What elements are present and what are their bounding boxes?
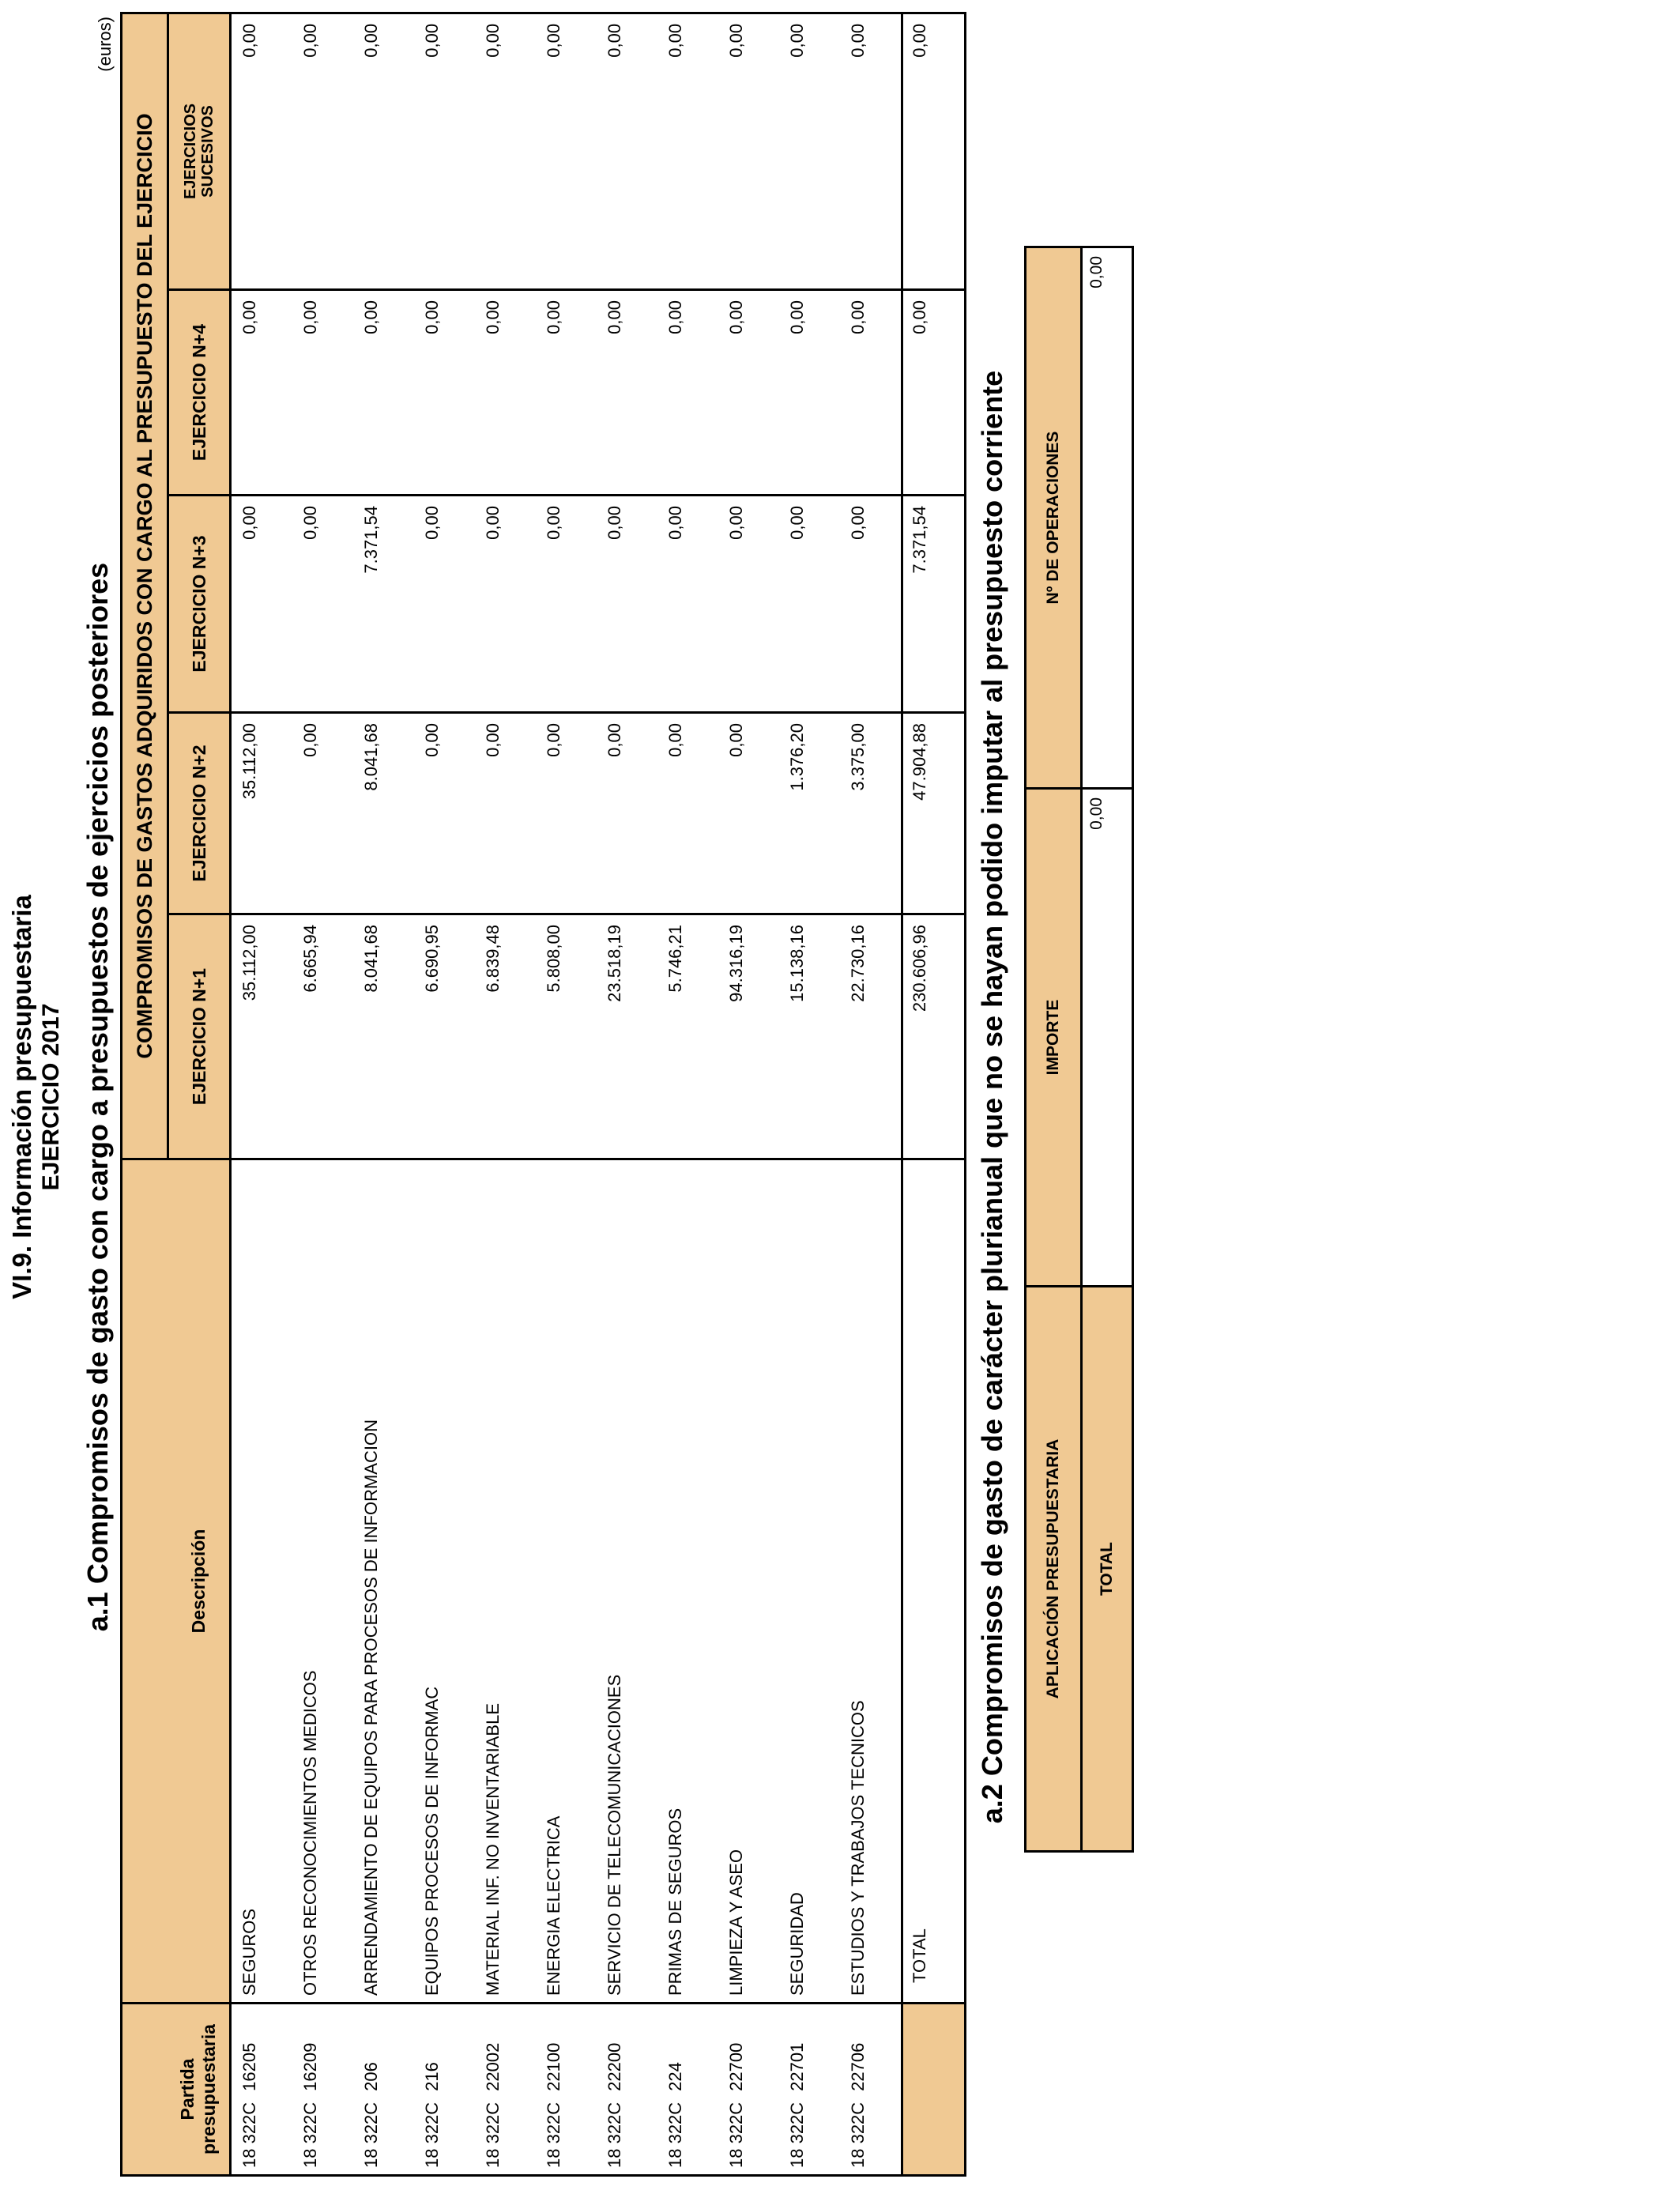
description-cell: SEGURIDAD (779, 1159, 840, 2004)
amount-n3-cell: 0,00 (414, 496, 475, 713)
col-header-partida: Partida presupuestaria (168, 2004, 231, 2176)
amount-suc-cell: 0,00 (414, 13, 475, 289)
partida-cell (779, 2004, 840, 2176)
partida-program: 18 322C (848, 2102, 868, 2168)
amount-n2-cell: 0,00 (536, 713, 597, 914)
description-cell: ARRENDAMIENTO DE EQUIPOS PARA PROCESOS DE INFORMACION (353, 1159, 414, 2004)
section-a1-title: a.1 Compromisos de gasto con cargo a presupuestos de ejercicios posteriores (81, 562, 114, 1632)
total-label: TOTAL (902, 1159, 966, 2004)
partida-cell (231, 2004, 293, 2176)
amount-n2-cell: 0,00 (414, 713, 475, 914)
amount-n3-cell: 0,00 (475, 496, 536, 713)
partida-cell (840, 2004, 902, 2176)
amount-n1-cell: 8.041,68 (353, 914, 414, 1159)
amount-n3-cell: 0,00 (597, 496, 657, 713)
description-cell: LIMPIEZA Y ASEO (718, 1159, 779, 2004)
amount-n3-cell: 0,00 (779, 496, 840, 713)
group-header: COMPROMISOS DE GASTOS ADQUIRIDOS CON CARGO AL PRESUPUESTO DEL EJERCICIO (122, 13, 168, 1159)
partida-cell (292, 2004, 353, 2176)
partida-program: 18 322C (483, 2102, 503, 2168)
amount-n2-cell: 3.375,00 (840, 713, 902, 914)
amount-n4-cell: 0,00 (353, 290, 414, 496)
amount-n4-cell: 0,00 (292, 290, 353, 496)
table-row (536, 13, 597, 2175)
col-header-n3: EJERCICIO N+3 (168, 496, 231, 713)
amount-n1-cell: 35.112,00 (231, 914, 293, 1159)
col-header-n1: EJERCICIO N+1 (168, 914, 231, 1159)
description-cell: ENERGIA ELECTRICA (536, 1159, 597, 2004)
amount-n1-cell: 23.518,19 (597, 914, 657, 1159)
amount-suc-cell: 0,00 (597, 13, 657, 289)
partida-cell (536, 2004, 597, 2176)
partida-code: 224 (665, 2062, 685, 2091)
amount-n2-cell: 0,00 (597, 713, 657, 914)
table-row (597, 13, 657, 2175)
amount-n4-cell: 0,00 (657, 290, 718, 496)
col-header-operaciones: Nº DE OPERACIONES (1026, 247, 1082, 789)
partida-code: 22700 (726, 2042, 746, 2091)
col-header-sucesivos (168, 13, 231, 289)
table-row (292, 13, 353, 2175)
partida-code: 22701 (787, 2042, 807, 2091)
amount-n2-cell: 8.041,68 (353, 713, 414, 914)
col-header-aplicacion: APLICACIÓN PRESUPUESTARIA (1026, 1287, 1082, 1852)
partida-code: 22706 (848, 2042, 868, 2091)
partida-cell (718, 2004, 779, 2176)
partida-cell (475, 2004, 536, 2176)
col-header-sucesivos-line1: EJERCICIOS (182, 103, 199, 200)
page-title: VI.9. Información presupuestaria (7, 895, 36, 1299)
description-cell: PRIMAS DE SEGUROS (657, 1159, 718, 2004)
a2-total-importe: 0,00 (1082, 789, 1133, 1287)
amount-n1-cell: 6.665,94 (292, 914, 353, 1159)
a2-total-operaciones: 0,00 (1082, 247, 1133, 789)
header-fill-desc (122, 1159, 168, 2004)
amount-suc-cell: 0,00 (840, 13, 902, 289)
partida-program: 18 322C (239, 2102, 259, 2168)
partida-program: 18 322C (300, 2102, 320, 2168)
partida-program: 18 322C (787, 2102, 807, 2168)
total-n3-cell: 7.371,54 (902, 496, 966, 713)
section-a2-title: a.2 Compromisos de gasto de carácter plurianual que no se hayan podido imputar al presupuesto corriente (976, 370, 1008, 1824)
amount-n2-cell: 0,00 (657, 713, 718, 914)
table-row (840, 13, 902, 2175)
table-row (779, 13, 840, 2175)
amount-n4-cell: 0,00 (231, 290, 293, 496)
amount-n1-cell: 6.839,48 (475, 914, 536, 1159)
table-row (657, 13, 718, 2175)
amount-suc-cell: 0,00 (779, 13, 840, 289)
description-cell: SERVICIO DE TELECOMUNICACIONES (597, 1159, 657, 2004)
amount-n2-cell: 0,00 (292, 713, 353, 914)
partida-program: 18 322C (605, 2102, 624, 2168)
amount-n4-cell: 0,00 (779, 290, 840, 496)
amount-n3-cell: 0,00 (840, 496, 902, 713)
total-suc-cell: 0,00 (902, 13, 966, 289)
page-subtitle: EJERCICIO 2017 (38, 1003, 64, 1191)
plurianual-table (1024, 246, 1134, 1853)
commitments-table (120, 12, 966, 2177)
description-cell: SEGUROS (231, 1159, 293, 2004)
col-header-n2: EJERCICIO N+2 (168, 713, 231, 914)
col-header-n4: EJERCICIO N+4 (168, 290, 231, 496)
col-header-sucesivos-line2: SUCESIVOS (199, 105, 217, 198)
total-n1-cell: 230.606,96 (902, 914, 966, 1159)
table-row (475, 13, 536, 2175)
table-row (353, 13, 414, 2175)
amount-suc-cell: 0,00 (475, 13, 536, 289)
amount-n2-cell: 0,00 (718, 713, 779, 914)
partida-program: 18 322C (422, 2102, 442, 2168)
partida-code: 22200 (605, 2042, 624, 2091)
partida-code: 206 (361, 2062, 381, 2091)
amount-n4-cell: 0,00 (597, 290, 657, 496)
amount-n1-cell: 5.808,00 (536, 914, 597, 1159)
description-cell: MATERIAL INF. NO INVENTARIABLE (475, 1159, 536, 2004)
total-fill-left (902, 2004, 966, 2176)
partida-code: 16209 (300, 2042, 320, 2091)
partida-code: 16205 (239, 2042, 259, 2091)
amount-suc-cell: 0,00 (657, 13, 718, 289)
amount-n1-cell: 22.730,16 (840, 914, 902, 1159)
partida-cell (353, 2004, 414, 2176)
description-cell: OTROS RECONOCIMIENTOS MEDICOS (292, 1159, 353, 2004)
partida-code: 22100 (544, 2042, 563, 2091)
table-row (414, 13, 475, 2175)
amount-n1-cell: 5.746,21 (657, 914, 718, 1159)
amount-n1-cell: 15.138,16 (779, 914, 840, 1159)
amount-n4-cell: 0,00 (718, 290, 779, 496)
table-row (718, 13, 779, 2175)
total-n4-cell: 0,00 (902, 290, 966, 496)
amount-suc-cell: 0,00 (231, 13, 293, 289)
amount-n2-cell: 35.112,00 (231, 713, 293, 914)
amount-n4-cell: 0,00 (536, 290, 597, 496)
a2-total-label: TOTAL (1082, 1287, 1133, 1852)
table-row (231, 13, 293, 2175)
partida-code: 216 (422, 2062, 442, 2091)
partida-program: 18 322C (544, 2102, 563, 2168)
col-header-importe: IMPORTE (1026, 789, 1082, 1287)
description-cell: EQUIPOS PROCESOS DE INFORMAC (414, 1159, 475, 2004)
amount-n3-cell: 7.371,54 (353, 496, 414, 713)
partida-program: 18 322C (361, 2102, 381, 2168)
amount-n3-cell: 0,00 (292, 496, 353, 713)
amount-suc-cell: 0,00 (536, 13, 597, 289)
amount-suc-cell: 0,00 (353, 13, 414, 289)
amount-n3-cell: 0,00 (231, 496, 293, 713)
description-cell: ESTUDIOS Y TRABAJOS TECNICOS (840, 1159, 902, 2004)
total-row (902, 13, 966, 2175)
amount-n1-cell: 94.316,19 (718, 914, 779, 1159)
amount-n4-cell: 0,00 (475, 290, 536, 496)
partida-cell (597, 2004, 657, 2176)
partida-code: 22002 (483, 2042, 503, 2091)
amount-suc-cell: 0,00 (292, 13, 353, 289)
header-fill-left (122, 2004, 168, 2176)
amount-n4-cell: 0,00 (414, 290, 475, 496)
partida-program: 18 322C (665, 2102, 685, 2168)
partida-program: 18 322C (726, 2102, 746, 2168)
total-n2-cell: 47.904,88 (902, 713, 966, 914)
amount-n3-cell: 0,00 (718, 496, 779, 713)
amount-n3-cell: 0,00 (536, 496, 597, 713)
partida-cell (657, 2004, 718, 2176)
amount-suc-cell: 0,00 (718, 13, 779, 289)
amount-n2-cell: 0,00 (475, 713, 536, 914)
amount-n4-cell: 0,00 (840, 290, 902, 496)
partida-cell (414, 2004, 475, 2176)
amount-n2-cell: 1.376,20 (779, 713, 840, 914)
amount-n1-cell: 6.690,95 (414, 914, 475, 1159)
units-label: (euros) (95, 17, 115, 72)
amount-n3-cell: 0,00 (657, 496, 718, 713)
col-header-descripcion: Descripción (168, 1159, 231, 2004)
